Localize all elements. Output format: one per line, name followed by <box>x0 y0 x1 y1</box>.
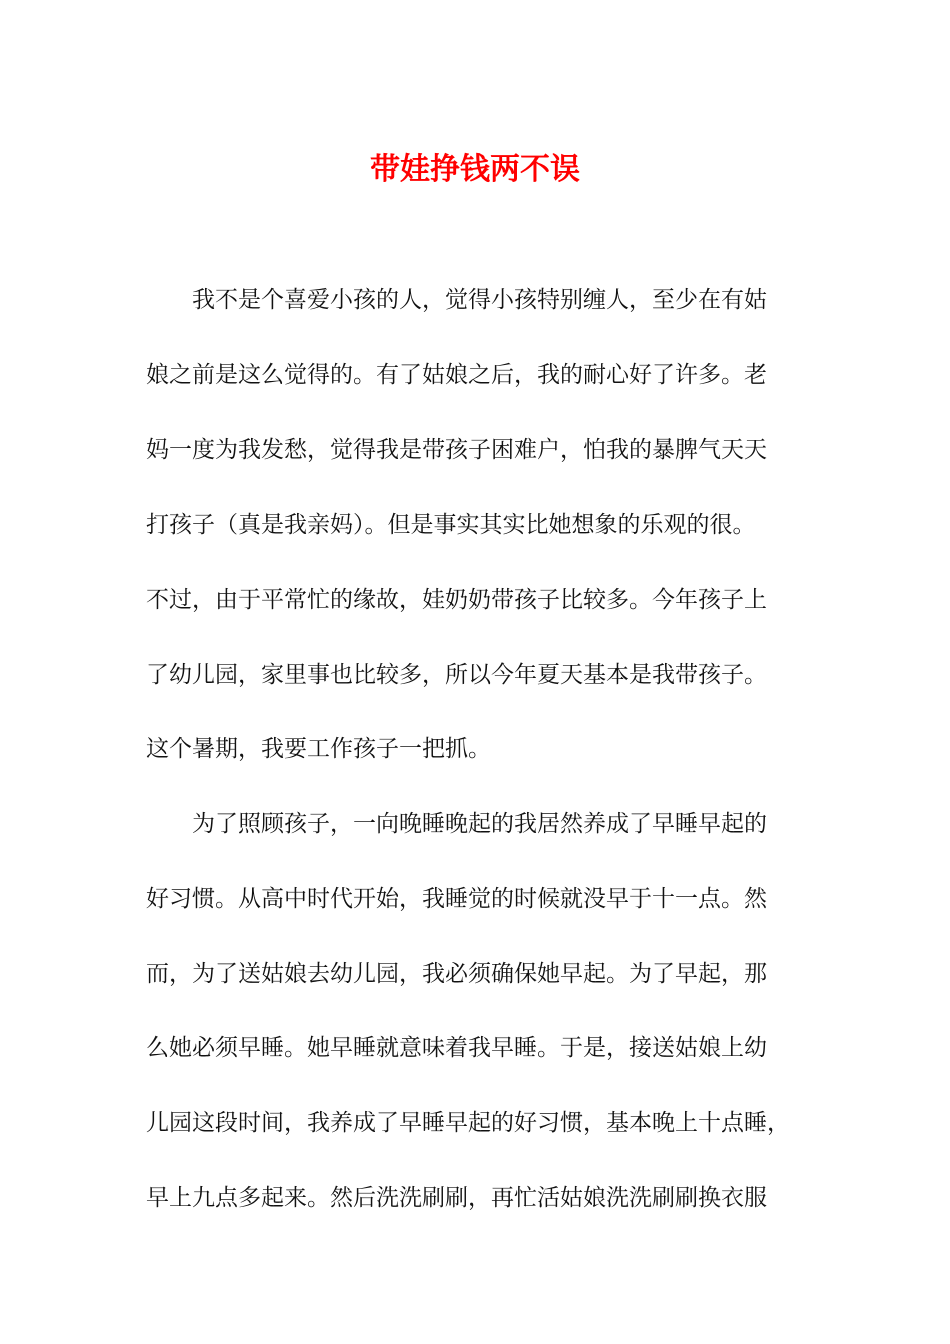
paragraph-2-line-3: 而，为了送姑娘去幼儿园，我必须确保她早起。为了早起，那 <box>146 961 767 987</box>
paragraph-2-line-2: 好习惯。从高中时代开始，我睡觉的时候就没早于十一点。然 <box>146 886 767 912</box>
paragraph-2-line-5: 儿园这段时间，我养成了早睡早起的好习惯，基本晚上十点睡， <box>146 1110 790 1136</box>
paragraph-2-line-1: 为了照顾孩子，一向晚睡晚起的我居然养成了早睡早起的 <box>192 811 767 837</box>
paragraph-2-line-6: 早上九点多起来。然后洗洗刷刷，再忙活姑娘洗洗刷刷换衣服 <box>146 1185 767 1211</box>
paragraph-1-line-1: 我不是个喜爱小孩的人，觉得小孩特别缠人，至少在有姑 <box>192 287 767 313</box>
paragraph-2-line-4: 么她必须早睡。她早睡就意味着我早睡。于是，接送姑娘上幼 <box>146 1035 767 1061</box>
paragraph-1-line-6: 了幼儿园，家里事也比较多，所以今年夏天基本是我带孩子。 <box>146 662 767 688</box>
paragraph-1-line-7: 这个暑期，我要工作孩子一把抓。 <box>146 736 491 762</box>
paragraph-1-line-3: 妈一度为我发愁，觉得我是带孩子困难户，怕我的暴脾气天天 <box>146 437 767 463</box>
document-title: 带娃挣钱两不误 <box>370 152 580 187</box>
paragraph-1-line-2: 娘之前是这么觉得的。有了姑娘之后，我的耐心好了许多。老 <box>146 362 767 388</box>
paragraph-1-line-5: 不过，由于平常忙的缘故，娃奶奶带孩子比较多。今年孩子上 <box>146 587 767 613</box>
paragraph-1-line-4: 打孩子（真是我亲妈）。但是事实其实比她想象的乐观的很。 <box>146 512 756 538</box>
